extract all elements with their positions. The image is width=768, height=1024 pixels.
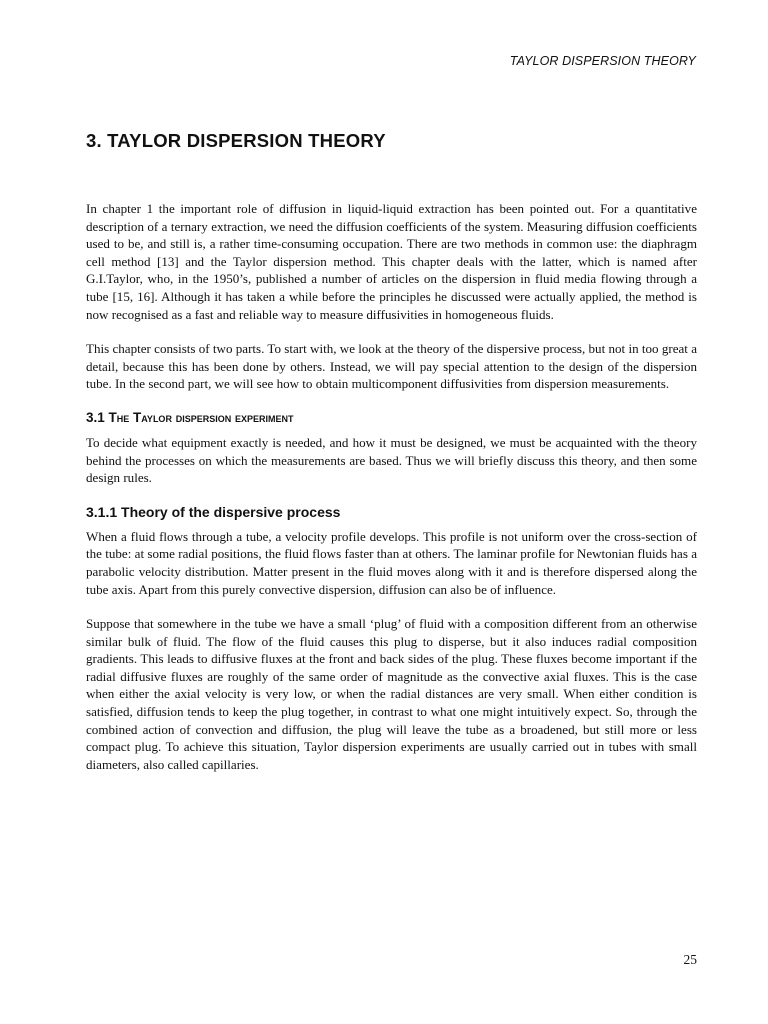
section-heading-3-1: 3.1 The Taylor dispersion experiment	[86, 409, 294, 425]
chapter-title: 3. TAYLOR DISPERSION THEORY	[86, 130, 386, 151]
page-number: 25	[683, 952, 697, 967]
section-3-1-paragraph: To decide what equipment exactly is needed, and how it must be designed, we must be acquainted with the theory behind the processes on which the measurements are based. Thus we will briefly discuss this theory, and then some design rules.	[86, 434, 697, 486]
running-header: TAYLOR DISPERSION THEORY	[509, 54, 696, 68]
subsection-3-1-1-paragraph-2: Suppose that somewhere in the tube we have a small ‘plug’ of fluid with a composition different from an otherwise similar bulk of fluid. The flow of the fluid causes this plug to disperse, but it also induces radial composition gradients. This leads to diffusive fluxes at the front and back sides of the plug. These fluxes become important if the radial diffusive fluxes are roughly of the same order of magnitude as the convective axial fluxes. This is the case when either the axial velocity is very low, or when the radial distances are very small. When either condition is satisfied, diffusion tends to keep the plug together, in contrast to what one might intuitively expect. So, through the combined action of convection and diffusion, the plug will leave the tube as a broadened, but still more or less compact plug. To achieve this situation, Taylor dispersion experiments are usually carried out in tubes with small diameters, also called capillaries.	[86, 616, 697, 772]
chapter-intro-paragraph-2: This chapter consists of two parts. To start with, we look at the theory of the dispersive process, but not in too great a detail, because this has been done by others. Instead, we will pay special attention to the design of the dispersion tube. In the second part, we will see how to obtain multicomponent diffusivities from dispersion measurements.	[86, 341, 697, 392]
subsection-heading-3-1-1: 3.1.1 Theory of the dispersive process	[86, 503, 341, 520]
chapter-intro-paragraph-1: In chapter 1 the important role of diffusion in liquid-liquid extraction has been pointed out. For a quantitative description of a ternary extraction, we need the diffusion coefficients of the system. Measuring diffusion coefficients used to be, and still is, a rather time-consuming occupation. There are two methods in common use: the diaphragm cell method [13] and the Taylor dispersion method. This chapter deals with the latter, which is named after G.I.Taylor, who, in the 1950’s, published a number of articles on the dispersion in fluid media flowing through a tube [15, 16]. Although it has taken a while before the principles he discussed were actually applied, the method is now recognised as a fast and reliable way to measure diffusivities in homogeneous fluids.	[86, 201, 697, 322]
page-content	[86, 130, 697, 790]
subsection-3-1-1-paragraph-1: When a fluid flows through a tube, a velocity profile develops. This profile is not uniform over the cross-section of the tube: at some radial positions, the fluid flows faster than at others. The laminar profile for Newtonian fluids has a parabolic velocity distribution. Matter present in the fluid moves along with it and is therefore dispersed along the tube axis. Apart from this purely convective dispersion, diffusion can also be of influence.	[86, 528, 697, 597]
